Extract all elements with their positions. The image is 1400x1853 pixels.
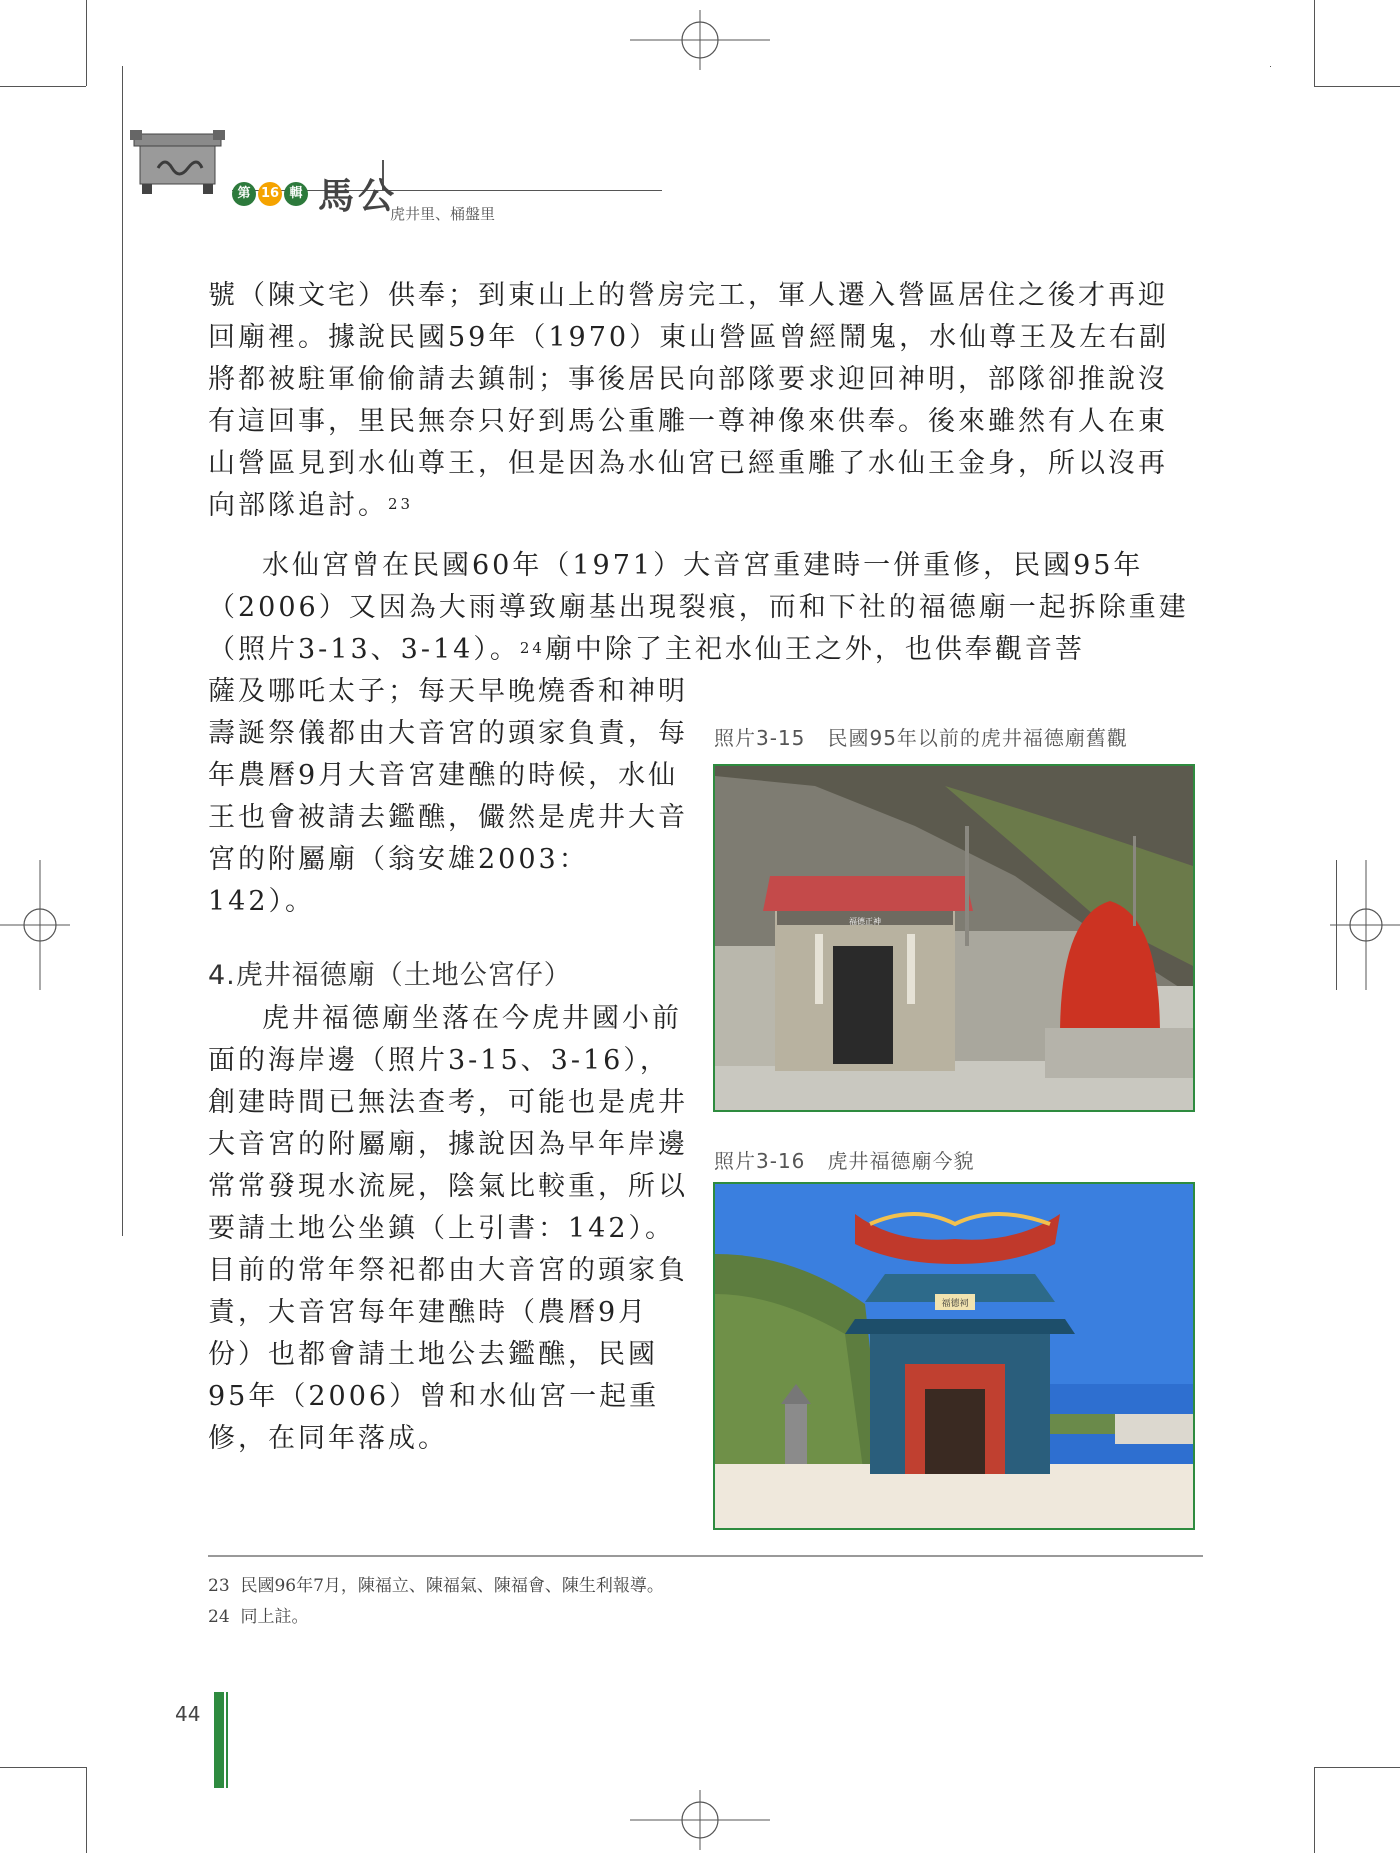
- photo-caption-1-id: 照片3-15: [714, 726, 806, 750]
- photo-caption-1: [714, 722, 1128, 751]
- footnote-rule: [208, 1555, 1203, 1557]
- footnote-23-text: 民國96年7月，陳福立、陳福氣、陳福會、陳生利報導。: [240, 1576, 664, 1596]
- registration-mark-top: [630, 10, 770, 70]
- paragraph-1: [208, 275, 1193, 527]
- page-number-bar: [214, 1692, 224, 1788]
- photo-caption-2-id: 照片3-16: [714, 1149, 806, 1173]
- registration-mark-right: [1330, 860, 1400, 990]
- page-number: 44: [175, 1702, 201, 1726]
- photo-caption-2-text: 虎井福德廟今貌: [827, 1149, 975, 1173]
- paragraph-2-text-a: 水仙宮曾在民國60年（1971）大音宮重建時一併重修，民國95年（2006）又因為大雨導致廟基出現裂痕，而和下社的福德廟一起拆除重建（照片3-13、3-14）。: [208, 550, 1189, 665]
- paragraph-2-text-b: 廟中除了主祀水仙王之外，也供奉觀音菩: [544, 634, 1085, 665]
- paragraph-1-text: 號（陳文宅）供奉；到東山上的營房完工，軍人遷入營區居住之後才再迎回廟裡。據說民國59年（1970）東山營區曾經鬧鬼，水仙尊王及左右副將都被駐軍偷偷請去鎮制；事後居民向部隊要求迎回神明，部隊卻推說沒有這回事，里民無奈只好到馬公重雕一尊神像來供奉。後來雖然有人在東山營區見到水仙尊王，但是因為水仙宮已經重雕了水仙王金身，所以沒再向部隊追討。: [208, 280, 1170, 521]
- footnote-23-num: 23: [208, 1576, 230, 1596]
- photo-old-temple: [713, 764, 1195, 1112]
- registration-mark-left: [0, 860, 70, 990]
- photo-caption-1-text: 民國95年以前的虎井福德廟舊觀: [827, 726, 1128, 750]
- new-temple-image: [715, 1184, 1193, 1528]
- old-temple-image: [715, 766, 1193, 1110]
- footnote-23: [208, 1571, 664, 1596]
- section-heading: 4.虎井福德廟（土地公宮仔）: [208, 960, 572, 991]
- footnote-24: [208, 1602, 308, 1627]
- footnote-24-text: 同上註。: [240, 1607, 309, 1627]
- series-label: [232, 168, 398, 219]
- page-number-bar-thin: [226, 1692, 228, 1788]
- series-badge-3: 輯: [284, 182, 308, 206]
- series-badge-2: 16: [258, 182, 282, 206]
- brand-title: 馬公: [318, 175, 399, 217]
- placard-old: 福德正神: [849, 917, 881, 926]
- series-badge-1: 第: [232, 182, 256, 206]
- registration-mark-bottom: [630, 1790, 770, 1850]
- footnote-24-num: 24: [208, 1607, 230, 1627]
- paragraph-3: 虎井福德廟坐落在今虎井國小前面的海岸邊（照片3-15、3-16），創建時間已無法查考，可能也是虎井大音宮的附屬廟，據說因為早年岸邊常常發現水流屍，陰氣比較重，所以要請土地公坐鎮（上引書：142）。目前的常年祭祀都由大音宮的頭家負責，大音宮每年建醮時（農曆9月份）也都會請土地公去鑑醮，民國95年（2006）曾和水仙宮一起重修，在同年落成。: [208, 1003, 688, 1454]
- photo-new-temple: [713, 1182, 1195, 1530]
- censer-logo-icon: [130, 128, 225, 196]
- placard-new: 福德祠: [941, 1299, 969, 1309]
- photo-caption-2: [714, 1145, 974, 1174]
- paragraph-2: [208, 545, 1193, 671]
- paragraph-2-continued: 薩及哪吒太子；每天早晚燒香和神明壽誕祭儀都由大音宮的頭家負責，每年農曆9月大音宮建醮的時候，水仙王也會被請去鑑醮，儼然是虎井大音宮的附屬廟（翁安雄2003：142）。: [208, 676, 688, 917]
- footnote-ref-24: 24: [519, 639, 545, 657]
- footnote-ref-23: 23: [388, 495, 414, 513]
- chapter-subtitle: 虎井里、桶盤里: [390, 205, 496, 223]
